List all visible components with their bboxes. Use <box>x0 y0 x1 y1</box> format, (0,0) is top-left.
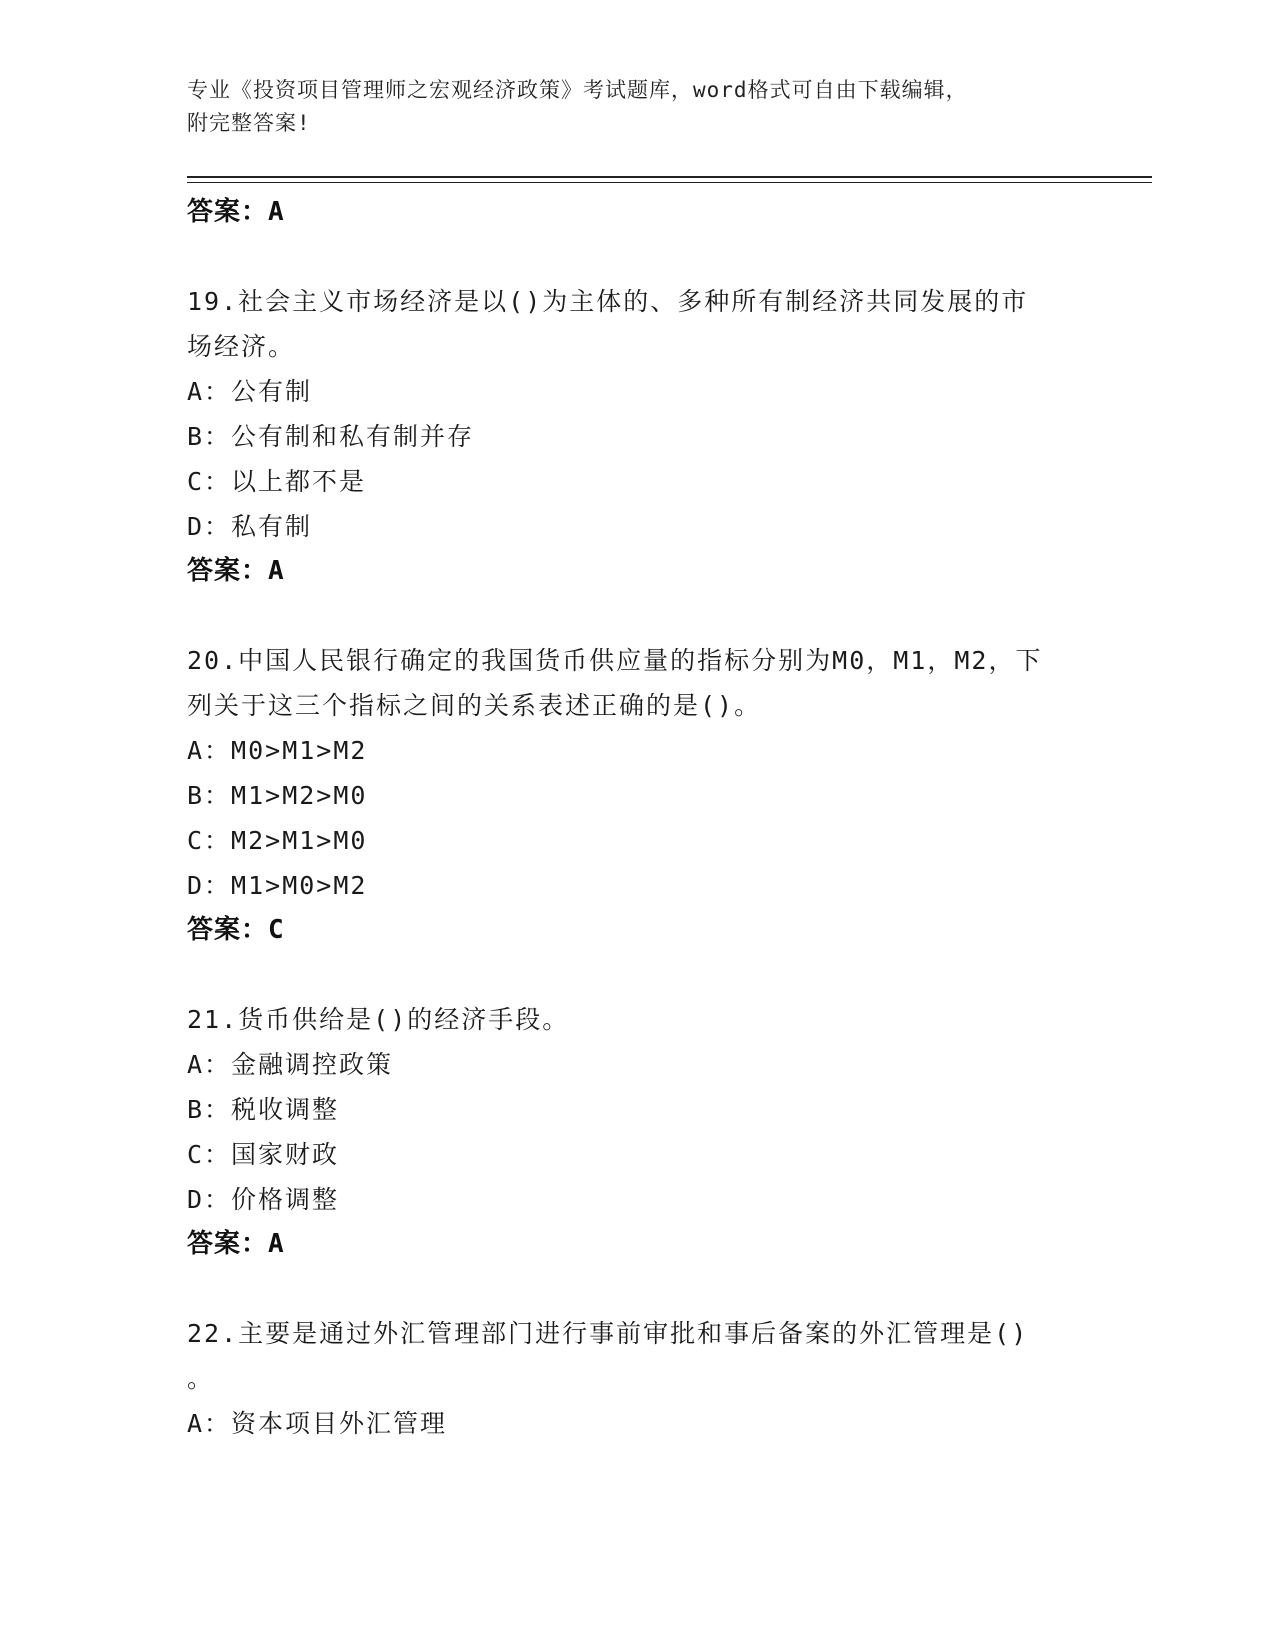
answer-label: 答案： <box>187 915 269 945</box>
answer-line <box>187 549 1087 594</box>
option-c: C：M2>M1>M0 <box>187 826 368 855</box>
header-line-1: 专业《投资项目管理师之宏观经济政策》考试题库，word格式可自由下载编辑， <box>187 78 968 102</box>
option-c: C：以上都不是 <box>187 467 367 496</box>
question-stem: 21.货币供给是()的经济手段。 <box>187 1005 570 1034</box>
question-stem: 19.社会主义市场经济是以()为主体的、多种所有制经济共同发展的市 <box>187 287 1029 316</box>
answer-value: C <box>268 915 285 945</box>
option-b: B：M1>M2>M0 <box>187 781 368 810</box>
question-list <box>187 190 1087 1446</box>
answer-value: A <box>268 1229 285 1259</box>
option-d: D：私有制 <box>187 512 313 541</box>
question-22 <box>187 1311 1087 1446</box>
question-stem-cont: 。 <box>187 1364 215 1393</box>
answer-label: 答案： <box>187 556 269 586</box>
spacer <box>187 235 1087 279</box>
option-a: A：公有制 <box>187 377 313 406</box>
spacer <box>187 953 1087 997</box>
answer-line <box>187 908 1087 953</box>
question-20 <box>187 638 1087 953</box>
question-stem: 22.主要是通过外汇管理部门进行事前审批和事后备案的外汇管理是() <box>187 1319 1029 1348</box>
question-stem-cont: 场经济。 <box>187 332 296 361</box>
question-stem-cont: 列关于这三个指标之间的关系表述正确的是()。 <box>187 691 762 720</box>
header-divider-thin <box>187 182 1152 183</box>
header-divider-thick <box>187 176 1152 178</box>
option-b: B：公有制和私有制并存 <box>187 422 475 451</box>
answer-line <box>187 1222 1087 1267</box>
answer-label: 答案： <box>187 197 269 227</box>
question-21 <box>187 997 1087 1267</box>
option-d: D：M1>M0>M2 <box>187 871 368 900</box>
spacer <box>187 594 1087 638</box>
answer-line <box>187 190 1087 235</box>
option-d: D：价格调整 <box>187 1185 340 1214</box>
option-c: C：国家财政 <box>187 1140 340 1169</box>
document-header <box>187 74 1087 140</box>
header-line-2: 附完整答案! <box>187 111 311 135</box>
answer-value: A <box>268 197 285 227</box>
option-a: A：M0>M1>M2 <box>187 736 368 765</box>
spacer <box>187 1267 1087 1311</box>
question-stem: 20.中国人民银行确定的我国货币供应量的指标分别为M0，M1，M2，下 <box>187 646 1043 675</box>
answer-label: 答案： <box>187 1229 269 1259</box>
question-19 <box>187 279 1087 594</box>
option-a: A：金融调控政策 <box>187 1050 394 1079</box>
answer-value: A <box>268 556 285 586</box>
option-a: A：资本项目外汇管理 <box>187 1409 448 1438</box>
option-b: B：税收调整 <box>187 1095 340 1124</box>
